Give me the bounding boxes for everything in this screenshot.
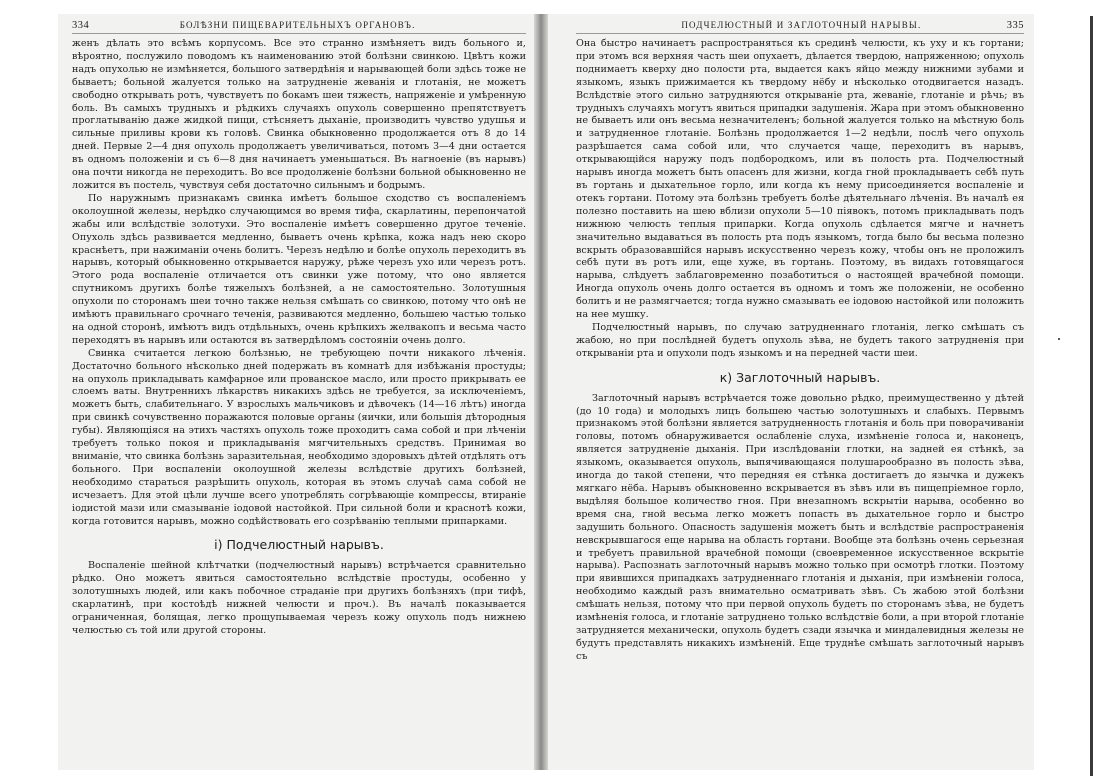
paragraph: Подчелюстный нарывъ, по случаю затрудненнаго глотанія, легко смѣшать съ жабою, но при послѣдней будетъ опухоль зѣва, не будетъ такого затрудненія при открываніи рта и опухоли подъ языкомъ и на передней части шеи. — [576, 321, 1024, 359]
right-page-header — [576, 20, 1024, 34]
right-page-body — [576, 38, 1024, 664]
paragraph: Свинка считается легкою болѣзнью, не требующею почти никакого лѣченія. Достаточно больного нѣсколько дней подержать въ комнатѣ для избѣжанія простуды; на опухоль прикладывать камфарное или прованское масло, или просто прикрывать ее слоемъ ваты. Внутреннихъ лѣкарствъ никакихъ здѣсь не требуется, за исключеніемъ, можетъ быть, слабительнаго. У взрослыхъ мальчиковъ и дѣвочекъ (14—16 лѣтъ) иногда при свинкѣ сочувственно поражаются половые органы (яички, или большія дѣтородныя губы). Являющіяся на этихъ частяхъ опухоль тоже проходитъ сама собой и при лѣченіи требуетъ только покоя и прикладыванія мягчительныхъ средствъ. Принимая во вниманіе, что свинка болѣзнь заразительная, необходимо здоровыхъ дѣтей отдѣлять отъ больного. При воспаленіи околоушной железы вслѣдствіе другихъ болѣзней, необходимо стараться разрѣшить опухоль, которая въ этомъ случаѣ сама собой не исчезаетъ. Для этой цѣли лучше всего употреблять согрѣвающіе компрессы, втираніе іодистой мази или смазываніе іодовой настойкой. При сильной боли и краснотѣ кожи, когда готовится нарывъ, можно содѣйствовать его созрѣванію теплыми припарками. — [72, 347, 526, 527]
book-gutter — [534, 14, 548, 770]
left-page-body — [72, 38, 526, 638]
left-page-number: 334 — [72, 20, 90, 31]
left-page-header — [72, 20, 526, 34]
right-running-title: ПОДЧЕЛЮСТНЫЙ И ЗАГЛОТОЧНЫЙ НАРЫВЫ. — [681, 20, 922, 30]
section-heading-k: к) Заглоточный нарывъ. — [719, 369, 881, 385]
scan-edge-line — [1090, 16, 1093, 776]
paragraph: Заглоточный нарывъ встрѣчается тоже довольно рѣдко, преимущественно у дѣтей (до 10 года) и молодыхъ лицъ большею частью золотушныхъ и слабыхъ. Первымъ признакомъ этой болѣзни является затрудненность глотанія и боль при поворачиваніи головы, потомъ обнаруживается ослабленіе слуха, измѣненіе голоса и, наконецъ, является затрудненіе дыханія. При изслѣдованіи глотки, на задней ея стѣнкѣ, за языкомъ, оказывается опухоль, выпячивающаяся полушарообразно въ полость зѣва, иногда до такой степени, что передняя ея стѣнка достигаетъ до язычка и дужекъ мягкаго нёба. Нарывъ обыкновенно вскрывается въ зѣвъ или въ пищепріемное горло, выдѣляя большое количество гноя. При внезапномъ вскрытіи нарыва, особенно во время сна, гной весьма легко можетъ попасть въ дыхательное горло и быстро задушить больного. Опасность задушенія можетъ быть и вслѣдствіе распространенія невскрывшагося еще нарыва на область гортани. Вообще эта болѣзнь очень серьезная и требуетъ правильной врачебной помощи (своевременное искусственное вскрытіе нарыва). Распознать заглоточный нарывъ можно только при осмотрѣ глотки. Поэтому при явившихся припадкахъ затрудненнаго глотанія и дыханія, при измѣненіи голоса, необходимо каждый разъ внимательно осматривать зѣвъ. Съ жабою этой болѣзни смѣшать нельзя, потому что при первой опухоль будетъ по сторонамъ зѣва, не будетъ измѣненія голоса, и глотаніе затруднено только вслѣдствіе боли, а при второй глотаніе затрудняется механически, опухоль будетъ сзади язычка и миндалевидныя железы не будутъ представлять никакихъ измѣненій. Еще труднѣе смѣшать заглоточный нарывъ съ — [576, 392, 1024, 662]
paragraph: По наружнымъ признакамъ свинка имѣетъ большое сходство съ воспаленіемъ околоушной железы, нерѣдко случающимся во время тифа, скарлатины, перепончатой жабы или вслѣдствіе золотухи. Это воспаленіе имѣетъ совершенно другое теченіе. Опухоль здѣсь развивается медленно, бываетъ очень крѣпка, кожа надъ нею скоро краснѣетъ, при нажиманіи очень болитъ. Черезъ недѣлю и болѣе опухоль переходитъ въ нарывъ, который обыкновенно открывается наружу, рѣже черезъ ухо или черезъ ротъ. Этого рода воспаленіе отличается отъ свинки уже потому, что оно является спутникомъ другихъ болѣе тяжелыхъ болѣзней, а не самостоятельно. Золотушныя опухоли по сторонамъ шеи точно также нельзя смѣшать со свинкою, потому что онѣ не имѣютъ правильнаго срочнаго теченія, развиваются медленно, большею частью только на одной сторонѣ, имѣютъ видъ отдѣльныхъ, очень крѣпкихъ желвакопъ и весьма часто переходятъ въ нарывъ или остаются въ затвердѣломъ состояніи очень долго. — [72, 192, 526, 346]
left-page — [58, 14, 534, 770]
section-heading-i: i) Подчелюстный нарывъ. — [214, 537, 384, 553]
right-page-number: 335 — [1006, 20, 1024, 31]
paragraph: Воспаленіе шейной клѣтчатки (подчелюстный нарывъ) встрѣчается сравнительно рѣдко. Оно можетъ явиться самостоятельно вслѣдствіе простуды, особенно у золотушныхъ людей, или какъ побочное страданіе при другихъ болѣзняхъ (при тифѣ, скарлатинѣ, при костоѣдѣ нижней челюсти и проч.). Въ началѣ показывается ограниченная, болящая, легко прощупываемая черезъ кожу опухоль подъ нижнею челюстью съ той или другой стороны. — [72, 560, 526, 636]
left-running-title: БОЛѢЗНИ ПИЩЕВАРИТЕЛЬНЫХЪ ОРГАНОВЪ. — [179, 20, 416, 30]
right-page — [548, 14, 1034, 770]
scan-speck — [1058, 338, 1060, 340]
paragraph: Она быстро начинаетъ распространяться къ срединѣ челюсти, къ уху и къ гортани; при этомъ вся верхняя часть шеи опухаетъ, дѣлается твердою, напряженною; опухоль поднимаетъ кверху дно полости рта, выдается какъ яйцо между нижними зубами и языкомъ, языкъ прижимается къ твердому нёбу и нѣсколько отодвигается назадъ. Вслѣдствіе этого сильно затрудняются открываніе рта, жеваніе, глотаніе и рѣчь; въ трудныхъ случаяхъ могутъ явиться припадки задушенія. Жара при этомъ обыкновенно не бываетъ или онъ весьма незначителенъ; больной жалуется только на мѣстную боль и затрудненное глотаніе. Болѣзнь продолжается 1—2 недѣли, послѣ чего опухоль разрѣшается сама собой или, что случается чаще, переходитъ въ нарывъ, открывающійся наружу подъ подбородкомъ, или въ полость рта. Подчелюстный нарывъ иногда можетъ быть опасенъ для жизни, когда гной прокладываетъ себѣ путь въ гортань и дыхательное горло, или когда къ нему присоединяется воспаленіе и отекъ гортани. Потому эта болѣзнь требуетъ болѣе дѣятельнаго лѣченія. Въ началѣ ея полезно поставить на шею вблизи опухоли 5—10 піявокъ, потомъ прикладывать подъ нижнюю челюсть теплыя припарки. Когда опухоль сдѣлается мягче и начнетъ значительно выдаваться въ полость рта подъ языкомъ, тогда было бы весьма полезно вскрыть образовавшійся нарывъ искусственно черезъ кожу, чтобы онъ не проложилъ себѣ пути въ ротъ или, еще хуже, въ гортань. Поэтому, въ видахъ готовящагося нарыва, слѣдуетъ заблаговременно позаботиться о настоящей врачебной помощи. Иногда опухоль очень долго остается въ одномъ и томъ же положеніи, не особенно болитъ и не размягчается; тогда нужно смазывать ее іодовою настойкой или положить на нее мушку. — [576, 38, 1024, 321]
paragraph: женъ дѣлать это всѣмъ корпусомъ. Все это странно измѣняетъ видъ больного и, вѣроятно, послужило поводомъ къ наименованию этой болѣзни свинкою. Цвѣтъ кожи надъ опухолью не измѣняется, большого затвердѣнія и нарывающей боли здѣсь тоже не бываетъ; больной жалуется только на затрудненіе жеванія и глотанія, не можетъ свободно открывать ротъ, чувствуетъ по бокамъ шеи тяжесть, напряженіе и умѣренную боль. Въ самыхъ трудныхъ и рѣдкихъ случаяхъ опухоль совершенно препятствуетъ проглатыванію даже жидкой пищи, стѣсняетъ дыханіе, производитъ чувство удушья и сильные приливы крови къ головѣ. Свинка обыкновенно продолжается отъ 8 до 14 дней. Первые 2—4 дня опухоль продолжаетъ увеличиваться, потомъ 3—4 дни остается въ одномъ положеніи и съ 6—8 дня начинаетъ уменьшаться. Въ нагноеніе (въ нарывъ) она почти никогда не переходитъ. Во все продолженіе болѣзни больной обыкновенно не ложится въ постель, чувствуя себя достаточно сильнымъ и бодрымъ. — [72, 38, 526, 191]
